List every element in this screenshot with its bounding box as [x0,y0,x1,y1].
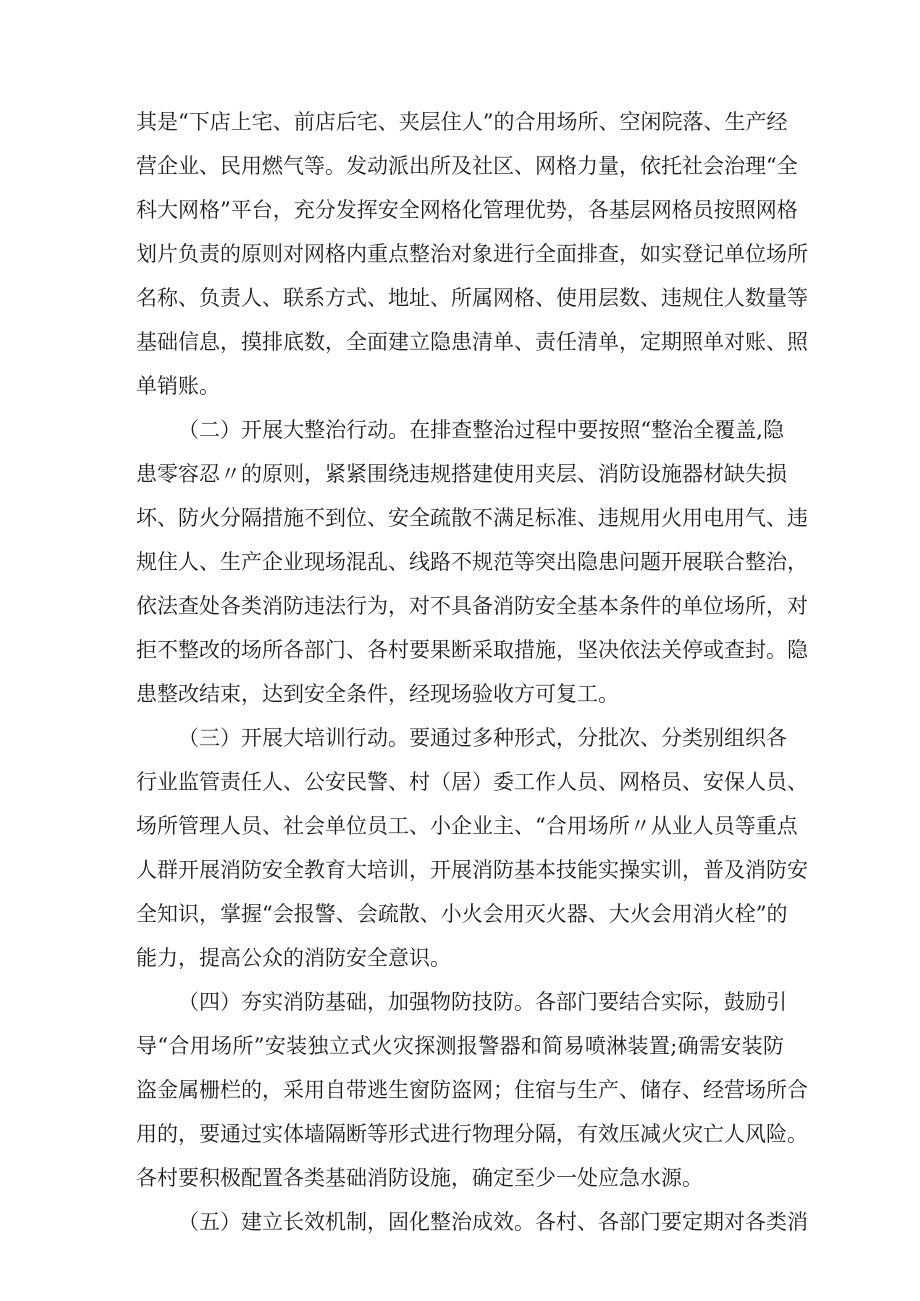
body-text-line: 坏、防火分隔措施不到位、安全疏散不满足标准、违规用火用电用气、违 [136,506,808,530]
body-text-line: 营企业、民用燃气等。发动派出所及社区、网格力量，依托社会治理“全 [136,154,798,178]
body-text-line: 依法查处各类消防违法行为，对不具备消防安全基本条件的单位场所，对 [136,594,808,618]
body-text-line: 人群开展消防安全教育大培训，开展消防基本技能实操实训，普及消防安 [136,858,808,882]
body-text-line: 行业监管责任人、公安民警、村（居）委工作人员、网格员、安保人员、 [136,770,808,794]
body-text-line: 单销账。 [136,374,220,398]
body-text-line: 各村要积极配置各类基础消防设施，确定至少一处应急水源。 [136,1166,703,1190]
section-heading-line: （二）开展大整治行动。在排查整治过程中要按照“整治全覆盖,隐 [178,418,784,442]
body-text-line: 科大网格”平台，充分发挥安全网格化管理优势，各基层网格员按照网格 [136,198,798,222]
section-heading-line: （四）夯实消防基础，加强物防技防。各部门要结合实际，鼓励引 [178,990,787,1014]
body-text-line: 能力，提高公众的消防安全意识。 [136,946,451,970]
body-text-line: 基础信息，摸排底数，全面建立隐患清单、责任清单，定期照单对账、照 [136,330,808,354]
section-heading-line: （五）建立长效机制，固化整治成效。各村、各部门要定期对各类消 [178,1210,808,1234]
body-text-line: 划片负责的原则对网格内重点整治对象进行全面排查，如实登记单位场所 [136,242,808,266]
body-text-line: 患整改结束，达到安全条件，经现场验收方可复工。 [136,682,619,706]
body-text-line: 患零容忍〃的原则，紧紧围绕违规搭建使用夹层、消防设施器材缺失损 [136,462,787,486]
body-text-line: 场所管理人员、社会单位员工、小企业主、“合用场所〃从业人员等重点 [136,814,798,838]
body-text-line: 其是“下店上宅、前店后宅、夹层住人”的合用场所、空闲院落、生产经 [136,110,788,134]
body-text-line: 全知识，掌握“会报警、会疏散、小火会用灭火器、大火会用消火栓”的 [136,902,788,926]
body-text-line: 盗金属栅栏的，采用自带逃生窗防盗网；住宿与生产、储存、经营场所合 [136,1078,808,1102]
body-text-line: 用的，要通过实体墙隔断等形式进行物理分隔，有效压减火灾亡人风险。 [136,1122,808,1146]
body-text-line: 导“合用场所”安装独立式火灾探测报警器和简易喷淋装置;确需安装防 [136,1034,784,1058]
body-text-line: 规住人、生产企业现场混乱、线路不规范等突出隐患问题开展联合整治， [136,550,808,574]
section-heading-line: （三）开展大培训行动。要通过多种形式，分批次、分类别组织各 [178,726,787,750]
body-text-line: 拒不整改的场所各部门、各村要果断采取措施，坚决依法关停或查封。隐 [136,638,808,662]
body-text-line: 名称、负责人、联系方式、地址、所属网格、使用层数、违规住人数量等 [136,286,808,310]
